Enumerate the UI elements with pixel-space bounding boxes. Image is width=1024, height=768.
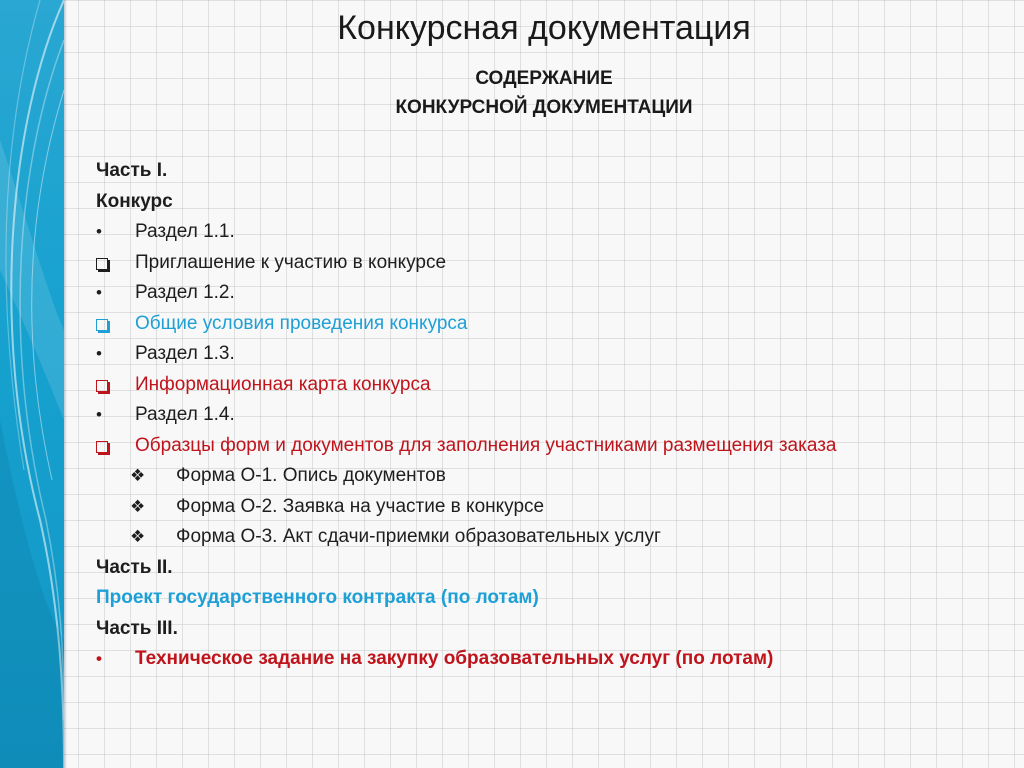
section-label: Раздел 1.2. — [135, 282, 235, 303]
contents-heading-line2: КОНКУРСНОЙ ДОКУМЕНТАЦИИ — [395, 97, 693, 118]
bullet-icon: • — [96, 283, 102, 302]
part-subheading — [96, 187, 976, 218]
section-label: Раздел 1.3. — [135, 343, 235, 364]
contents-heading — [64, 64, 1024, 122]
form-title: Форма О-1. Опись документов — [176, 465, 446, 486]
bullet-icon: • — [96, 222, 102, 241]
section-label: Раздел 1.4. — [135, 404, 235, 425]
tech-task-label: Техническое задание на закупку образовательных услуг (по лотам) — [135, 648, 774, 669]
part2-label: Часть II. — [96, 556, 173, 578]
diamond-bullet-icon: ❖ — [130, 527, 146, 546]
checkbox-bullet-icon — [96, 370, 126, 401]
decorative-side-band — [0, 0, 64, 768]
list-item — [96, 461, 976, 492]
diamond-bullet-icon: ❖ — [130, 496, 146, 516]
slide-title: Конкурсная документация — [337, 9, 751, 47]
list-item — [96, 370, 976, 401]
checkbox-bullet-icon — [96, 431, 126, 462]
part-heading — [96, 156, 976, 187]
section-title: Приглашение к участию в конкурсе — [135, 251, 447, 273]
list-item — [96, 644, 976, 675]
contents-list — [96, 156, 976, 675]
section-title: Общие условия проведения конкурса — [135, 312, 468, 334]
list-item — [96, 400, 976, 431]
part-heading — [96, 553, 976, 584]
list-item — [96, 217, 976, 248]
list-item — [96, 339, 976, 370]
list-item — [96, 248, 976, 279]
bullet-icon: • — [96, 344, 102, 363]
part-heading — [96, 614, 976, 645]
checkbox-bullet-icon — [96, 309, 126, 340]
list-item — [96, 492, 976, 523]
list-item — [96, 522, 976, 553]
contents-heading-line1: СОДЕРЖАНИЕ — [475, 68, 613, 89]
konkurs-label: Конкурс — [96, 190, 173, 212]
section-title: Информационная карта конкурса — [135, 373, 431, 395]
bullet-icon: • — [96, 649, 102, 668]
diamond-bullet-icon: ❖ — [130, 466, 146, 485]
list-item — [96, 309, 976, 340]
contract-project-label: Проект государственного контракта (по лотам) — [96, 587, 539, 608]
form-title: Форма О-2. Заявка на участие в конкурсе — [176, 495, 545, 517]
bullet-icon: • — [96, 405, 102, 424]
section-title: Образцы форм и документов для заполнения участниками размещения заказа — [135, 434, 837, 456]
list-item — [96, 431, 976, 462]
list-item — [96, 278, 976, 309]
part1-label: Часть I. — [96, 160, 168, 181]
part3-label: Часть III. — [96, 617, 178, 639]
wave-decoration — [0, 0, 64, 768]
form-title: Форма О-3. Акт сдачи-приемки образовательных услуг — [176, 526, 661, 547]
checkbox-bullet-icon — [96, 248, 126, 279]
part-subheading — [96, 583, 976, 614]
section-label: Раздел 1.1. — [135, 221, 235, 242]
